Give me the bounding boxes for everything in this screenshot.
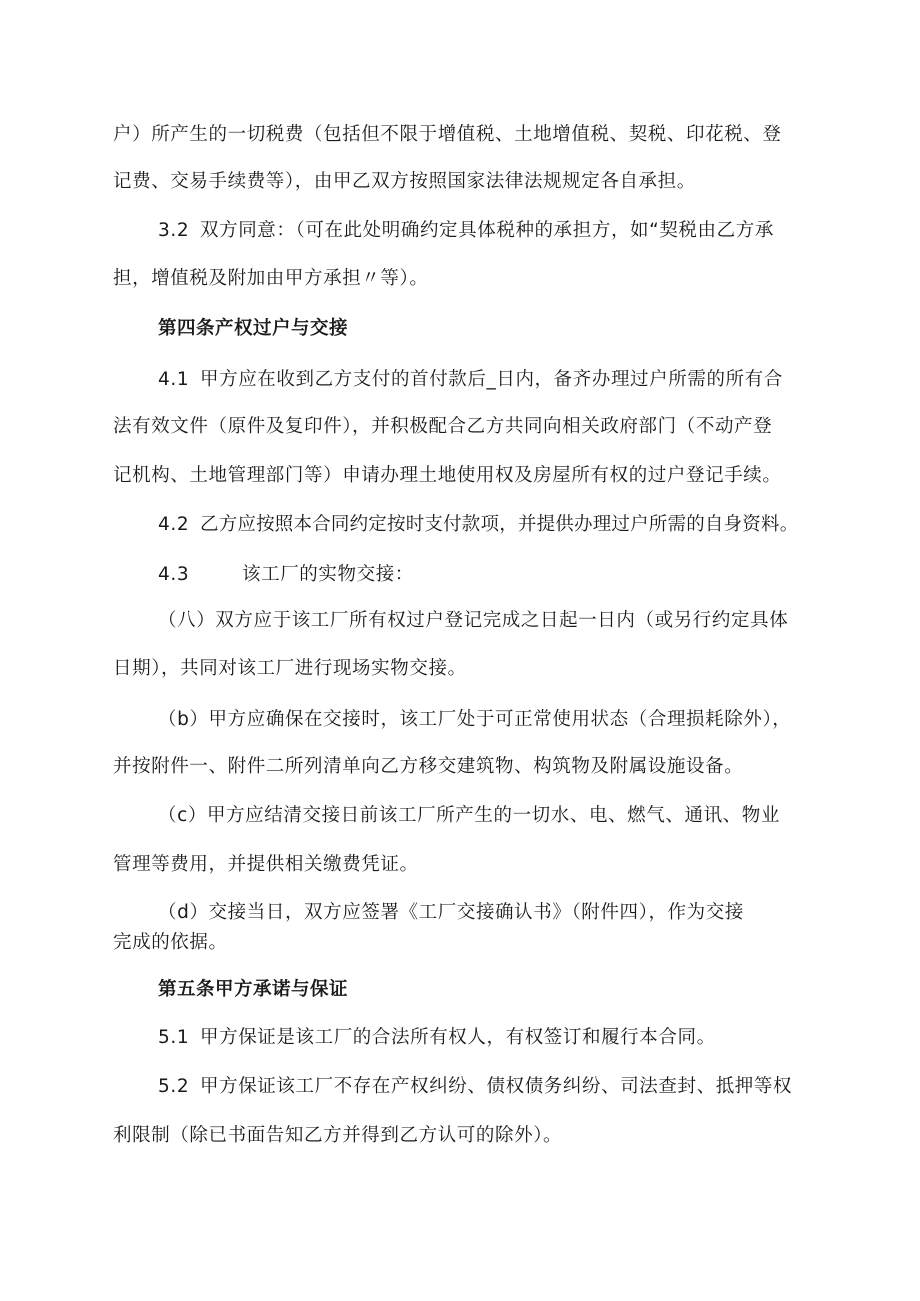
clause-4-2 bbox=[158, 511, 798, 539]
clause-4-3 bbox=[158, 561, 414, 589]
clause-5-1 bbox=[158, 1024, 716, 1052]
sub-item-c: （c）甲方应结清交接日前该工厂所产生的一切水、电、燃气、通讯、物业 bbox=[158, 805, 780, 826]
sub-item-d: （d）交接当日，双方应签署《工厂交接确认书》（附件四），作为交接 bbox=[158, 902, 744, 923]
clause-5-2 bbox=[158, 1073, 792, 1101]
paragraph-line: 完成的依据。 bbox=[113, 932, 228, 953]
paragraph-line: 担，增值税及附加由甲方承担〃等）。 bbox=[113, 268, 429, 289]
paragraph-line: 法有效文件（原件及复印件），并积极配合乙方共同向相关政府部门（不动产登 bbox=[113, 416, 773, 437]
paragraph-line: 利限制（除已书面告知乙方并得到乙方认可的除外）。 bbox=[113, 1125, 563, 1146]
clause-3-2 bbox=[158, 217, 774, 245]
clause-number: 4.3 bbox=[158, 564, 190, 585]
clause-text: 甲方应在收到乙方支付的首付款后_日内，备齐办理过户所需的所有合 bbox=[200, 369, 783, 390]
paragraph-line: 并按附件一、附件二所列清单向乙方移交建筑物、构筑物及附属设施设备。 bbox=[113, 756, 744, 777]
clause-text: 该工厂的实物交接： bbox=[242, 564, 414, 585]
clause-4-1 bbox=[158, 366, 783, 394]
paragraph-line: 记机构、土地管理部门等）申请办理土地使用权及房屋所有权的过户登记手续。 bbox=[113, 465, 782, 486]
clause-number: 4.1 bbox=[158, 369, 190, 390]
clause-number: 5.1 bbox=[158, 1027, 190, 1048]
clause-text: 甲方保证是该工厂的合法所有权人，有权签订和履行本合同。 bbox=[200, 1027, 716, 1048]
paragraph-line: 日期），共同对该工厂进行现场实物交接。 bbox=[113, 658, 467, 679]
sub-item-b: （b）甲方应确保在交接时，该工厂处于可正常使用状态（合理损耗除外）， bbox=[158, 709, 792, 730]
sub-item-a: （八）双方应于该工厂所有权过户登记完成之日起一日内（或另行约定具体 bbox=[158, 610, 789, 631]
section-heading-4: 第四条产权过户与交接 bbox=[158, 318, 349, 339]
clause-text: 甲方保证该工厂不存在产权纠纷、债权债务纠纷、司法查封、抵押等权 bbox=[200, 1076, 793, 1097]
clause-number: 3.2 bbox=[158, 220, 190, 241]
paragraph-line: 管理等费用，并提供相关缴费凭证。 bbox=[113, 854, 419, 875]
paragraph-line: 户）所产生的一切税费（包括但不限于增值税、土地增值税、契税、印花税、登 bbox=[113, 124, 782, 145]
paragraph-line: 记费、交易手续费等），由甲乙双方按照国家法律法规规定各自承担。 bbox=[113, 171, 696, 192]
section-heading-5: 第五条甲方承诺与保证 bbox=[158, 979, 349, 1000]
clause-text: 双方同意：（可在此处明确约定具体税种的承担方，如“契税由乙方承 bbox=[200, 220, 774, 241]
clause-number: 5.2 bbox=[158, 1076, 190, 1097]
clause-text: 乙方应按照本合同约定按时支付款项，并提供办理过户所需的自身资料。 bbox=[200, 514, 799, 535]
clause-number: 4.2 bbox=[158, 514, 190, 535]
